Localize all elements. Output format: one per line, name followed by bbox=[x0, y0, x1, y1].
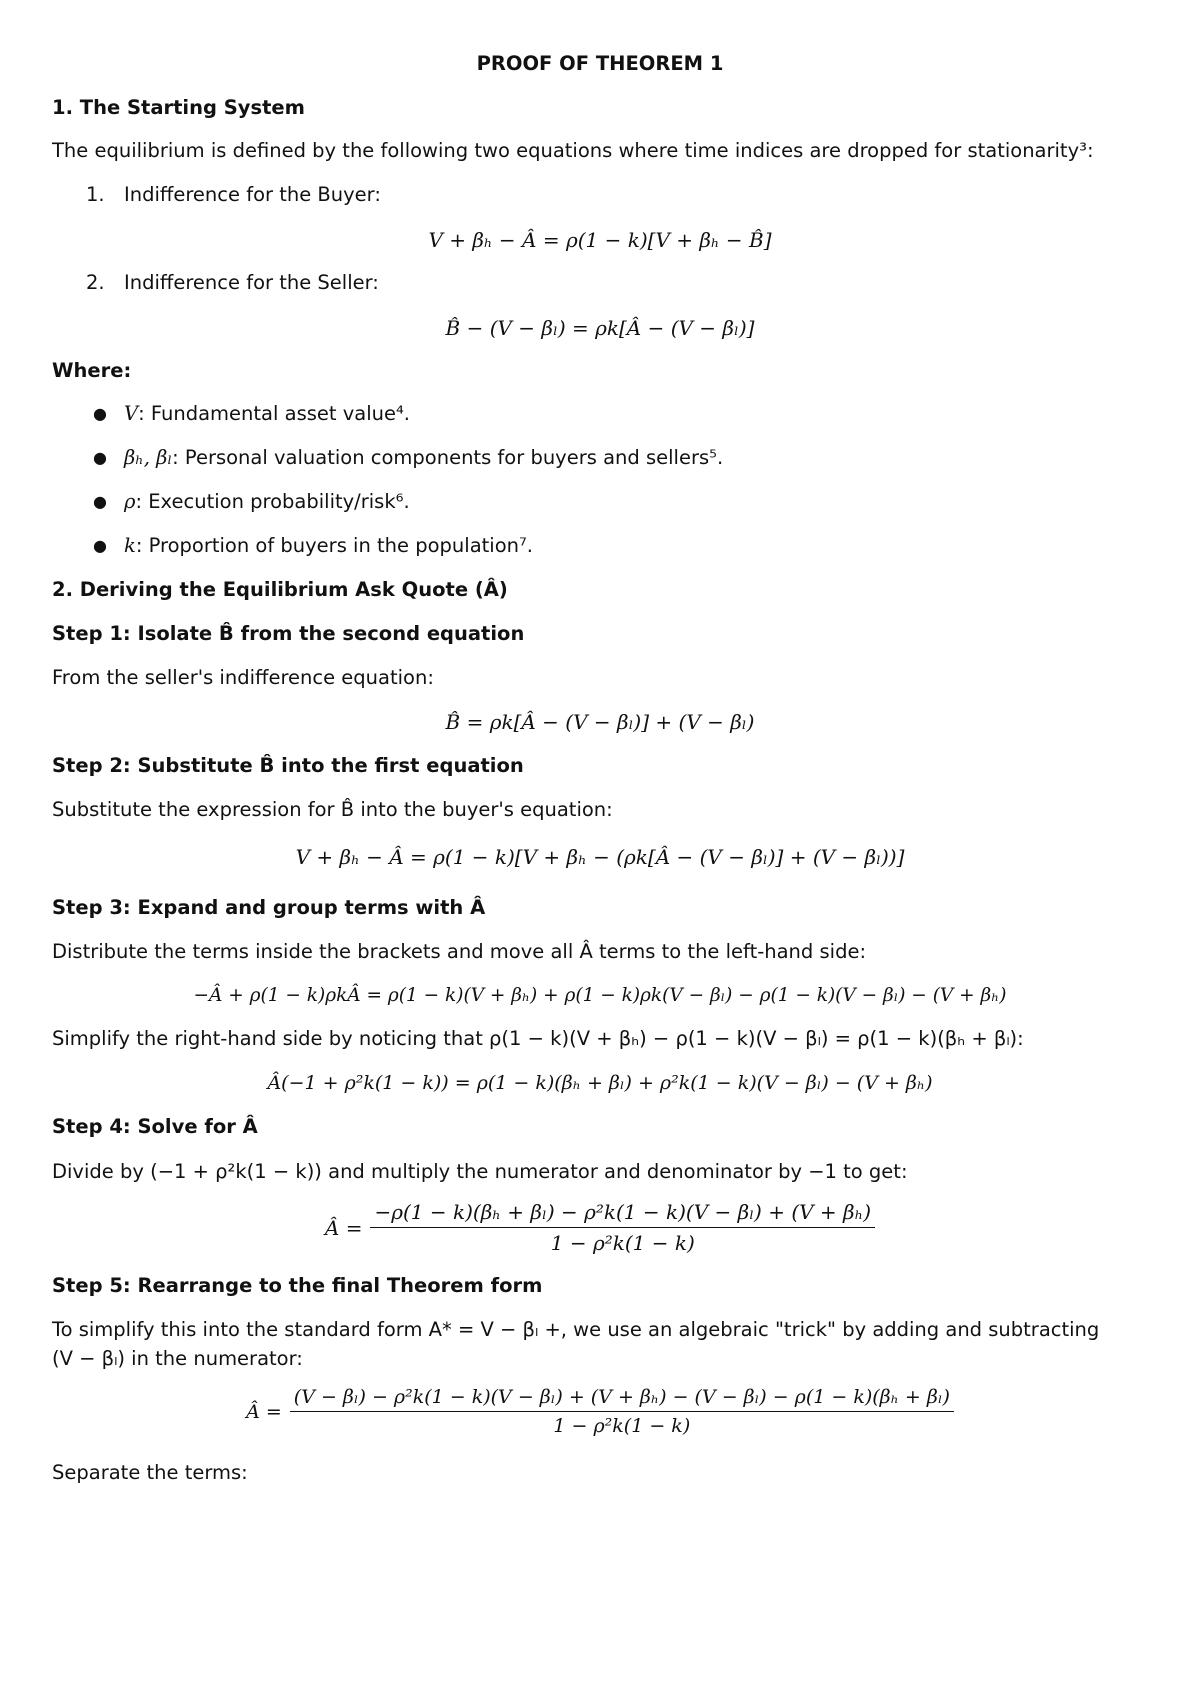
fraction-lhs: Â = bbox=[246, 1400, 282, 1423]
list-number: 1. bbox=[86, 183, 105, 206]
list-item: βₕ, βₗ: Personal valuation components for buyers and sellers⁵. bbox=[124, 446, 724, 469]
step2-text: Substitute the expression for B̂ into the buyer's equation: bbox=[52, 798, 613, 821]
step3-text-2: Simplify the right-hand side by noticing that ρ(1 − k)(V + βₕ) − ρ(1 − k)(V − βₗ) = ρ(1 − k)(βₕ + βₗ): bbox=[52, 1027, 1024, 1050]
step4-fraction bbox=[0, 1200, 1200, 1255]
step5-heading: Step 5: Rearrange to the final Theorem form bbox=[52, 1274, 543, 1297]
section-heading-equilibrium-ask: 2. Deriving the Equilibrium Ask Quote (Â) bbox=[52, 578, 508, 601]
list-item: V: Fundamental asset value⁴. bbox=[124, 402, 411, 425]
step5-fraction bbox=[0, 1386, 1200, 1437]
buyer-indifference-label: Indifference for the Buyer: bbox=[124, 183, 381, 206]
list-item: ρ: Execution probability/risk⁶. bbox=[124, 490, 410, 513]
list-item: k: Proportion of buyers in the population⁷. bbox=[124, 534, 534, 557]
step5-text-continued: (V − βₗ) in the numerator: bbox=[52, 1347, 303, 1370]
seller-indifference-label: Indifference for the Seller: bbox=[124, 271, 379, 294]
fraction-denominator: 1 − ρ²k(1 − k) bbox=[550, 1231, 695, 1255]
step2-equation: V + βₕ − Â = ρ(1 − k)[V + βₕ − (ρk[Â − (V − βₗ)] + (V − βₗ))] bbox=[295, 845, 905, 869]
step1-equation: B̂ = ρk[Â − (V − βₗ)] + (V − βₗ) bbox=[445, 710, 755, 734]
step4-text: Divide by (−1 + ρ²k(1 − k)) and multiply the numerator and denominator by −1 to get: bbox=[52, 1160, 908, 1183]
step1-text: From the seller's indifference equation: bbox=[52, 666, 434, 689]
intro-paragraph: The equilibrium is defined by the following two equations where time indices are dropped for stationarity³: bbox=[52, 139, 1094, 162]
bullet-icon: ● bbox=[93, 536, 107, 555]
seller-equation: B̂ − (V − βₗ) = ρk[Â − (V − βₗ)] bbox=[445, 316, 755, 340]
step5-text: To simplify this into the standard form A* = V − βₗ +, we use an algebraic "trick" by adding and subtracting bbox=[52, 1318, 1100, 1341]
step3-text: Distribute the terms inside the brackets and move all Â terms to the left-hand side: bbox=[52, 940, 867, 963]
step2-heading: Step 2: Substitute B̂ into the first equation bbox=[52, 754, 524, 777]
closing-text: Separate the terms: bbox=[52, 1461, 248, 1484]
bullet-icon: ● bbox=[93, 448, 107, 467]
fraction-numerator: −ρ(1 − k)(βₕ + βₗ) − ρ²k(1 − k)(V − βₗ) + (V + βₕ) bbox=[370, 1200, 875, 1228]
bullet-icon: ● bbox=[93, 404, 107, 423]
fraction-numerator: (V − βₗ) − ρ²k(1 − k)(V − βₗ) + (V + βₕ) − (V − βₗ) − ρ(1 − k)(βₕ + βₗ) bbox=[290, 1386, 954, 1412]
fraction-lhs: Â = bbox=[324, 1215, 363, 1240]
page-title: PROOF OF THEOREM 1 bbox=[476, 52, 724, 75]
bullet-icon: ● bbox=[93, 492, 107, 511]
list-number: 2. bbox=[86, 271, 105, 294]
section-heading-starting-system: 1. The Starting System bbox=[52, 96, 305, 119]
step3-equation-2: Â(−1 + ρ²k(1 − k)) = ρ(1 − k)(βₕ + βₗ) + ρ²k(1 − k)(V − βₗ) − (V + βₕ) bbox=[267, 1072, 933, 1094]
where-label: Where: bbox=[52, 359, 132, 382]
step4-heading: Step 4: Solve for Â bbox=[52, 1115, 258, 1138]
step3-equation: −Â + ρ(1 − k)ρkÂ = ρ(1 − k)(V + βₕ) + ρ(1 − k)ρk(V − βₗ) − ρ(1 − k)(V − βₗ) − (V + βₕ) bbox=[193, 985, 1007, 1006]
fraction-denominator: 1 − ρ²k(1 − k) bbox=[553, 1415, 691, 1437]
step3-heading: Step 3: Expand and group terms with Â bbox=[52, 896, 486, 919]
buyer-equation: V + βₕ − Â = ρ(1 − k)[V + βₕ − B̂] bbox=[428, 228, 772, 252]
step1-heading: Step 1: Isolate B̂ from the second equation bbox=[52, 622, 525, 645]
